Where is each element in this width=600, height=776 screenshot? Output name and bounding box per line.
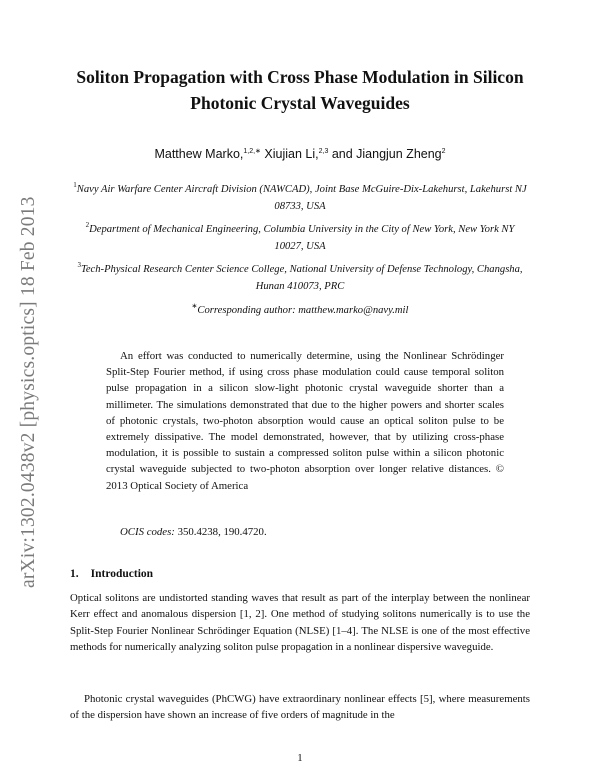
section-title: Introduction [90, 568, 154, 580]
affiliation-mark: 3 [77, 261, 81, 269]
abstract: An effort was conducted to numerically determine, using the Nonlinear Schrödinger Split-Step Fourier method, if using cross phase modulation could cause temporal soliton pulse propagation in a silicon slow-light photonic crystal waveguide shorter than a millimeter. The simulations demonstrated that due to the higher powers and shorter scales of photonic crystals, two-photon absorption would cause an optical soliton pulse to be extremely dissipative. The model demonstrated, however, that by utilizing cross-phase modulation, it is possible to sustain a compressed soliton pulse within a silicon photonic crystal waveguide subjected to two-photon absorption over longer relative distances. © 2013 Optical Society of America [106, 350, 504, 492]
affiliation-mark: ∗ [191, 302, 198, 310]
arxiv-identifier[interactable]: arXiv:1302.0438v2 [physics.optics] 18 Feb 2013 [18, 196, 39, 588]
author-name: Xiujian Li, [260, 147, 319, 161]
author-list [70, 145, 530, 163]
author-affiliation-mark: 2,3 [318, 148, 329, 155]
affiliation-mark: 2 [85, 221, 90, 229]
affiliation-text: Department of Mechanical Engineering, Columbia University in the City of New York, New York NY 10027, USA [89, 224, 515, 252]
author-affiliation-mark: 1,2,∗ [243, 148, 261, 155]
affiliation-1 [70, 182, 530, 215]
author-affiliation-mark: 2 [441, 148, 446, 155]
body-paragraph-2: Photonic crystal waveguides (PhCWG) have extraordinary nonlinear effects [5], where measurements of the dispersion have shown an increase of five orders of magnitude in the [70, 693, 530, 722]
affiliation-text: Tech-Physical Research Center Science College, National University of Defense Technology, Changsha, Hunan 410073, PRC [80, 264, 523, 292]
affiliation-2 [70, 222, 530, 255]
section-heading [70, 568, 153, 580]
paper-title: Soliton Propagation with Cross Phase Modulation in Silicon Photonic Crystal Waveguides [76, 67, 524, 113]
ocis-label: OCIS codes: [120, 526, 175, 538]
author-name: and Jiangjun Zheng [328, 147, 442, 161]
body-paragraph-1: Optical solitons are undistorted standing waves that result as part of the interplay between the nonlinear Kerr effect and anomalous dispersion [1, 2]. One method of studying solitons numerically is to use the Split-Step Fourier Nonlinear Schrödinger Equation (NLSE) [1–4]. The NLSE is one of the most effective methods for numerically analyzing soliton pulse propagation in a nonlinear dispersive waveguide. [70, 592, 530, 654]
affiliation-3 [70, 262, 530, 295]
corresponding-email[interactable]: Corresponding author: matthew.marko@navy.mil [197, 305, 409, 316]
author-name: Matthew Marko, [154, 147, 244, 161]
ocis-values: 350.4238, 190.4720. [174, 526, 267, 538]
page-number: 1 [297, 752, 303, 764]
affiliation-text: Navy Air Warfare Center Aircraft Division (NAWCAD), Joint Base McGuire-Dix-Lakehurst, Lakehurst NJ 08733, USA [76, 184, 527, 212]
corresponding-author [70, 303, 530, 320]
section-number: 1. [70, 568, 79, 580]
ocis-codes [120, 526, 267, 538]
affiliation-mark: 1 [73, 181, 77, 189]
